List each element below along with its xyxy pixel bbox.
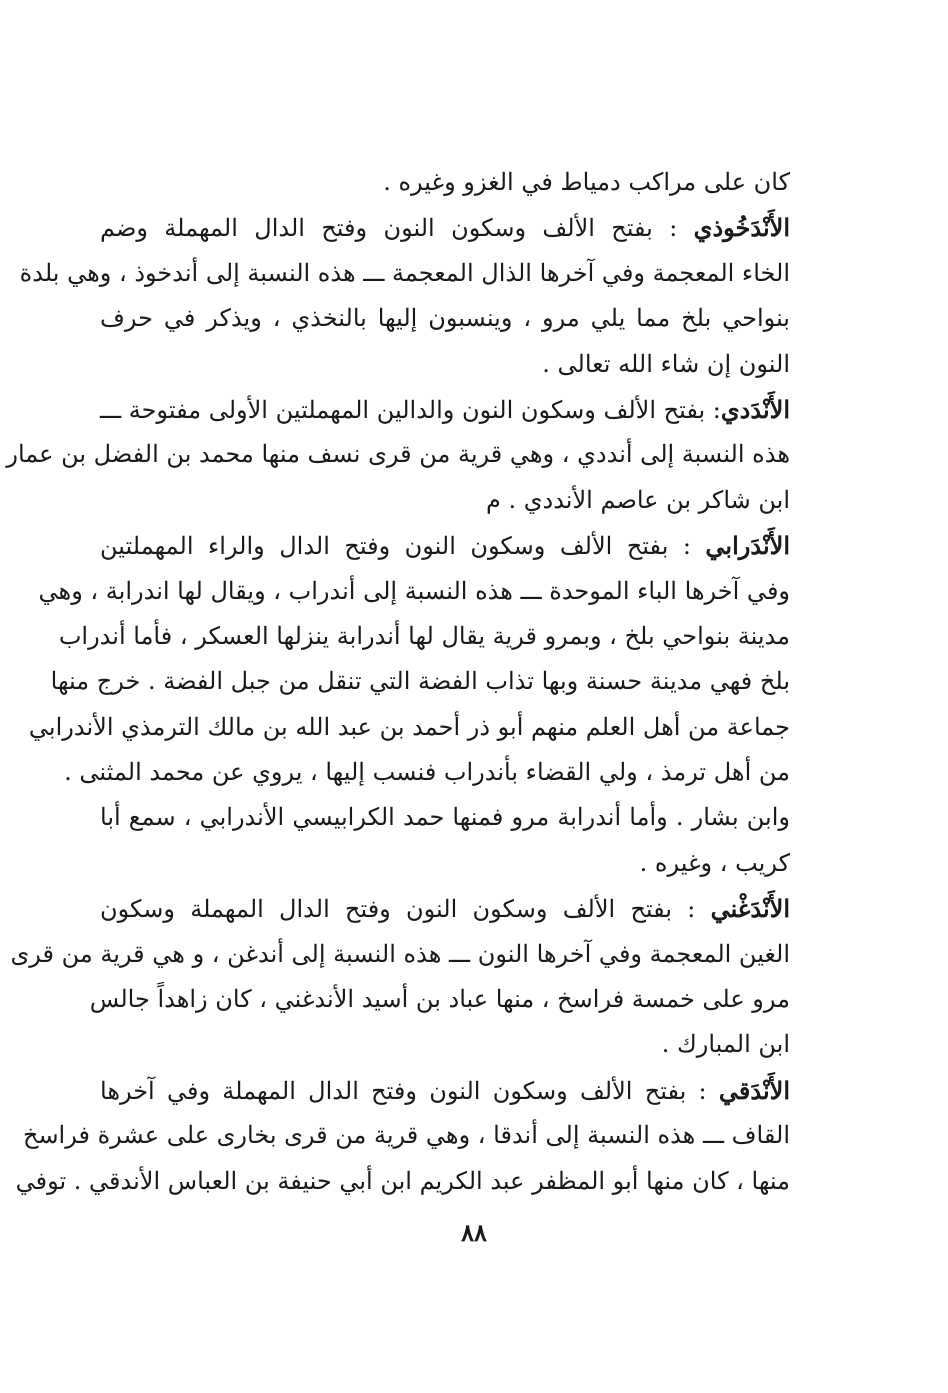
line-text: : بفتح الألف وسكون النون وفتح الدال المهملة وفي آخرها [100, 1076, 719, 1105]
text-line [100, 841, 790, 886]
line-text: وابن بشار . وأما أندرابة مرو فمنها حمد الكرابيسي الأندرابي ، سمع أبا [100, 803, 790, 832]
line-text: منها ، كان منها أبو المظفر عبد الكريم ابن أبي حنيفة بن العباس الأندقي . توفي [15, 1166, 790, 1195]
entry-headword: الأَنْدَخُوذي [693, 213, 790, 243]
page-number: ٨٨ [461, 1218, 487, 1247]
line-text: مدينة بنواحي بلخ ، وبمرو قرية يقال لها أندرابة ينزلها العسكر ، فأما أندراب [58, 621, 790, 650]
text-line [22, 1113, 790, 1158]
text-line [28, 705, 790, 750]
text-line [10, 932, 790, 977]
text-line [19, 251, 790, 296]
text-line [58, 614, 790, 659]
text-line [100, 1068, 790, 1113]
line-text: ابن شاكر بن عاصم الأنددي . م [485, 485, 790, 514]
line-text: كان على مراكب دمياط في الغزو وغيره . [383, 168, 790, 196]
line-text: بنواحي بلخ مما يلي مرو ، وينسبون إليها بالنخذي ، ويذكر في حرف [100, 304, 790, 333]
line-text: من أهل ترمذ ، ولي القضاء بأندراب فنسب إليها ، يروي عن محمد المثنى . [64, 758, 790, 787]
entry-headword: الأَنْدَغْني [710, 894, 790, 924]
line-text: الغين المعجمة وفي آخرها النون ـــ هذه النسبة إلى أندغن ، و هي قرية من قرى [10, 939, 790, 968]
line-text: : بفتح الألف وسكون النون والدالين المهملتين الأولى مفتوحة ـــ [100, 395, 721, 424]
line-text: الخاء المعجمة وفي آخرها الذال المعجمة ـــ هذه النسبة إلى أندخوذ ، وهي بلدة [19, 258, 790, 287]
text-line [100, 523, 790, 568]
line-text: مرو على خمسة فراسخ ، منها عباد بن أسيد الأندغني ، كان زاهداً جالس [89, 985, 790, 1014]
line-text: جماعة من أهل العلم منهم أبو ذر أحمد بن عبد الله بن مالك الترمذي الأندرابي [28, 712, 790, 741]
page-body [6, 160, 790, 1204]
text-line [89, 977, 790, 1022]
text-line [50, 659, 790, 704]
line-text: هذه النسبة إلى أنددي ، وهي قرية من قرى نسف منها محمد بن الفضل بن عمار [6, 440, 790, 469]
line-text: النون إن شاء الله تعالى . [542, 349, 790, 378]
text-line [64, 750, 790, 795]
entry-headword: الأَنْدَرابي [705, 531, 790, 561]
text-line [15, 1159, 790, 1204]
line-text: : بفتح الألف وسكون النون وفتح الدال المهملة وضم [100, 214, 694, 243]
text-line [100, 886, 790, 931]
line-text: : بفتح الألف وسكون النون وفتح الدال والراء المهملتين [100, 532, 706, 561]
line-text: ابن المبارك . [661, 1030, 790, 1059]
text-line [100, 795, 790, 840]
line-text: بلخ فهي مدينة حسنة وبها تذاب الفضة التي تنقل من جبل الفضة . خرج منها [50, 667, 790, 696]
line-text: كريب ، وغيره . [639, 848, 790, 877]
line-text: : بفتح الألف وسكون النون وفتح الدال المهملة وسكون [100, 895, 711, 924]
line-text: وفي آخرها الباء الموحدة ـــ هذه النسبة إلى أندراب ، ويقال لها اندرابة ، وهي [38, 576, 790, 605]
entry-headword: الأَنْدَقي [718, 1075, 790, 1105]
entry-headword: الأَنْدَدي [720, 394, 790, 424]
text-line [100, 160, 790, 205]
text-line [100, 296, 790, 341]
text-line [100, 1022, 790, 1067]
text-line [38, 569, 790, 614]
text-line [100, 387, 790, 432]
text-line [6, 432, 790, 477]
text-line [100, 478, 790, 523]
text-line [100, 342, 790, 387]
text-line [100, 205, 790, 250]
line-text: القاف ـــ هذه النسبة إلى أندقا ، وهي قرية من قرى بخارى على عشرة فراسخ [22, 1121, 790, 1150]
